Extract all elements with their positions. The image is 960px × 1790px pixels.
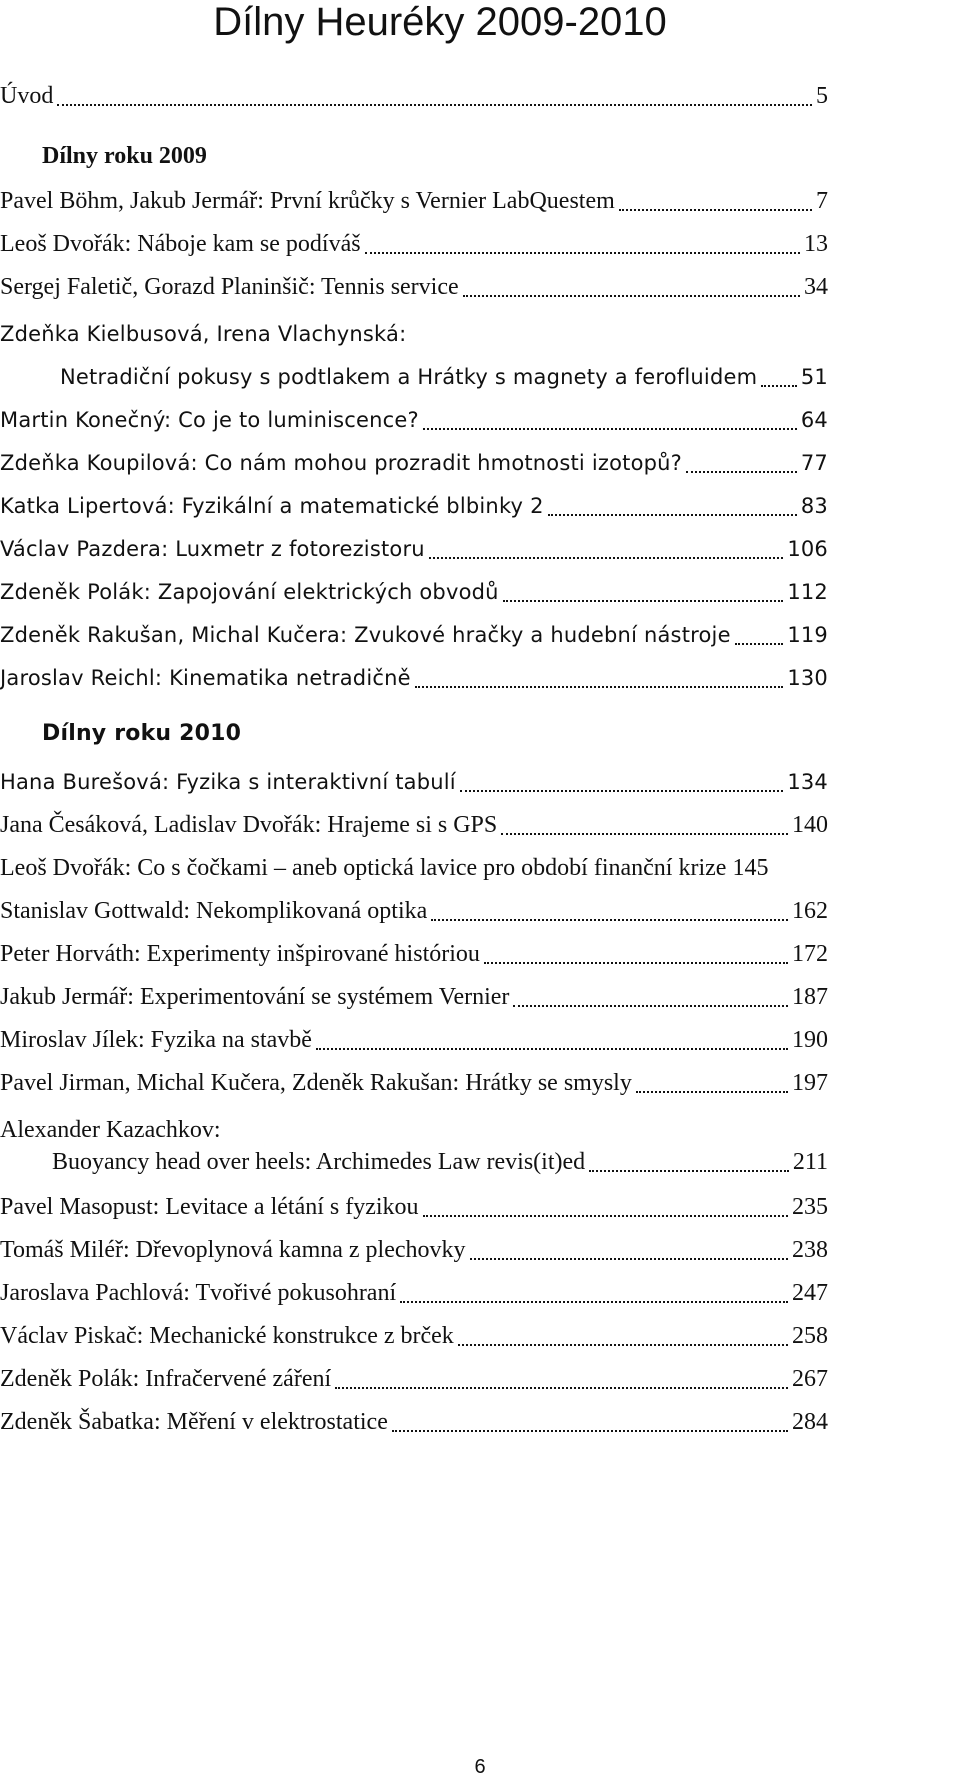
toc-entry-label: Pavel Masopust: Levitace a létání s fyzikou [0,1194,419,1220]
toc-entry[interactable] [0,1365,828,1393]
dot-leader [619,191,812,211]
section-heading-2010: Dílny roku 2010 [42,721,242,746]
toc-entry[interactable] [0,535,828,563]
toc-entry-label: Buoyancy head over heels: Archimedes Law revis(it)ed [52,1149,586,1175]
dot-leader [335,1369,788,1389]
dot-leader [513,987,788,1007]
toc-entry[interactable] [0,492,828,520]
toc-entry-label: Úvod [0,83,54,109]
toc-entry-page: 238 [792,1237,828,1263]
toc-entry-page: 235 [792,1194,828,1220]
toc-entry-page: 284 [792,1409,828,1435]
dot-leader [686,453,797,473]
toc-entry[interactable] [0,1408,828,1436]
toc-entry-page: 77 [800,451,828,475]
dot-leader [458,1326,788,1346]
toc-entry-label: Peter Horváth: Experimenty inšpirované históriou [0,941,480,967]
toc-entry-page: 134 [787,770,828,794]
toc-entry-authors[interactable]: Alexander Kazachkov: [0,1117,221,1143]
toc-entry-page: 267 [792,1366,828,1392]
dot-leader [761,367,797,387]
toc-entry-label: Pavel Jirman, Michal Kučera, Zdeněk Rakušan: Hrátky se smysly [0,1070,632,1096]
toc-entry-page: 5 [816,83,828,109]
toc-entry-authors[interactable]: Zdeňka Kielbusová, Irena Vlachynská: [0,322,407,346]
toc-entry[interactable] [0,1322,828,1350]
toc-entry-label: Jaroslav Reichl: Kinematika netradičně [0,666,411,690]
dot-leader [423,410,797,430]
dot-leader [365,234,800,254]
toc-entry-page: 197 [792,1070,828,1096]
toc-entry-label: Hana Burešová: Fyzika s interaktivní tabulí [0,770,456,794]
dot-leader [636,1073,788,1093]
toc-entry-continuation[interactable] [60,363,828,391]
dot-leader [589,1152,789,1172]
toc-entry-label: Martin Konečný: Co je to luminiscence? [0,408,419,432]
dot-leader [503,582,784,602]
toc-entry-page: 247 [792,1280,828,1306]
dot-leader [735,625,784,645]
toc-entry-page: 190 [792,1027,828,1053]
dot-leader [423,1197,788,1217]
toc-entry-label: Zdeněk Rakušan, Michal Kučera: Zvukové hračky a hudební nástroje [0,623,731,647]
toc-entry-label: Zdeňka Koupilová: Co nám mohou prozradit hmotnosti izotopů? [0,451,683,475]
toc-entry-page: 145 [732,855,769,881]
toc-entry[interactable] [0,273,828,301]
toc-entry-continuation[interactable] [52,1148,828,1176]
toc-entry[interactable] [0,1193,828,1221]
toc-entry-page: 172 [792,941,828,967]
toc-entry[interactable] [0,1279,828,1307]
toc-entry-page: 211 [792,1149,828,1175]
toc-entry-label: Katka Lipertová: Fyzikální a matematické blbinky 2 [0,494,544,518]
dot-leader [484,944,788,964]
toc-entry-intro[interactable] [0,82,828,110]
toc-entry-page: 34 [804,274,828,300]
toc-entry-page: 140 [792,812,828,838]
dot-leader [392,1412,788,1432]
toc-entry-label: Zdeněk Polák: Infračervené záření [0,1366,332,1392]
toc-entry[interactable] [0,230,828,258]
dot-leader [470,1240,788,1260]
toc-entry-page: 7 [816,188,828,214]
toc-entry-page: 13 [804,231,828,257]
toc-entry-label: Zdeněk Polák: Zapojování elektrických obvodů [0,580,499,604]
dot-leader [400,1283,788,1303]
dot-leader [463,277,800,297]
page-number: 6 [474,1756,486,1778]
toc-entry-page: 162 [792,898,828,924]
toc-entry-label: Stanislav Gottwald: Nekomplikovaná optika [0,898,428,924]
toc-entry-page: 112 [787,580,828,604]
toc-entry[interactable] [0,406,828,434]
toc-entry[interactable] [0,664,828,692]
dot-leader [460,772,783,792]
toc-entry-label: Václav Piskač: Mechanické konstrukce z brček [0,1323,454,1349]
toc-entry[interactable] [0,1026,828,1054]
toc-entry[interactable] [0,621,828,649]
dot-leader [548,496,797,516]
toc-entry-label: Jaroslava Pachlová: Tvořivé pokusohraní [0,1280,397,1306]
toc-entry[interactable] [0,1236,828,1264]
toc-entry-label: Zdeněk Šabatka: Měření v elektrostatice [0,1409,388,1435]
toc-entry[interactable] [0,578,828,606]
toc-entry-label: Leoš Dvořák: Co s čočkami – aneb optická lavice pro období finanční krize [0,855,727,881]
toc-entry[interactable] [0,940,828,968]
toc-entry-label: Jana Česáková, Ladislav Dvořák: Hrajeme si s GPS [0,812,498,838]
toc-entry-label: Václav Pazdera: Luxmetr z fotorezistoru [0,537,425,561]
toc-entry-page: 258 [792,1323,828,1349]
dot-leader [415,668,784,688]
toc-entry-page: 83 [800,494,828,518]
toc-entry[interactable] [0,1069,828,1097]
toc-entry[interactable] [0,768,828,796]
toc-entry-label: Netradiční pokusy s podtlakem a Hrátky s magnety a ferofluidem [60,365,758,389]
toc-entry-page: 119 [787,623,828,647]
dot-leader [431,901,788,921]
toc-entry[interactable] [0,187,828,215]
toc-entry-label: Leoš Dvořák: Náboje kam se podíváš [0,231,361,257]
toc-entry-label: Miroslav Jílek: Fyzika na stavbě [0,1027,312,1053]
dot-leader [429,539,784,559]
toc-entry[interactable] [0,854,840,882]
dot-leader [316,1030,788,1050]
toc-entry-label: Sergej Faletič, Gorazd Planinšič: Tennis service [0,274,459,300]
dot-leader [501,815,788,835]
dot-leader [57,86,812,106]
toc-entry[interactable] [0,983,828,1011]
toc-entry-page: 51 [800,365,828,389]
toc-entry-page: 64 [800,408,828,432]
toc-entry-label: Jakub Jermář: Experimentování se systémem Vernier [0,984,510,1010]
toc-entry[interactable] [0,811,828,839]
toc-entry-label: Pavel Böhm, Jakub Jermář: První krůčky s Vernier LabQuestem [0,188,615,214]
toc-entry-page: 106 [787,537,828,561]
toc-entry-label: Tomáš Miléř: Dřevoplynová kamna z plechovky [0,1237,466,1263]
document-title: Dílny Heuréky 2009-2010 [213,0,667,44]
toc-entry-page: 130 [787,666,828,690]
toc-entry[interactable] [0,897,828,925]
toc-entry-page: 187 [792,984,828,1010]
section-heading-2009: Dílny roku 2009 [42,143,207,169]
toc-entry[interactable] [0,449,828,477]
